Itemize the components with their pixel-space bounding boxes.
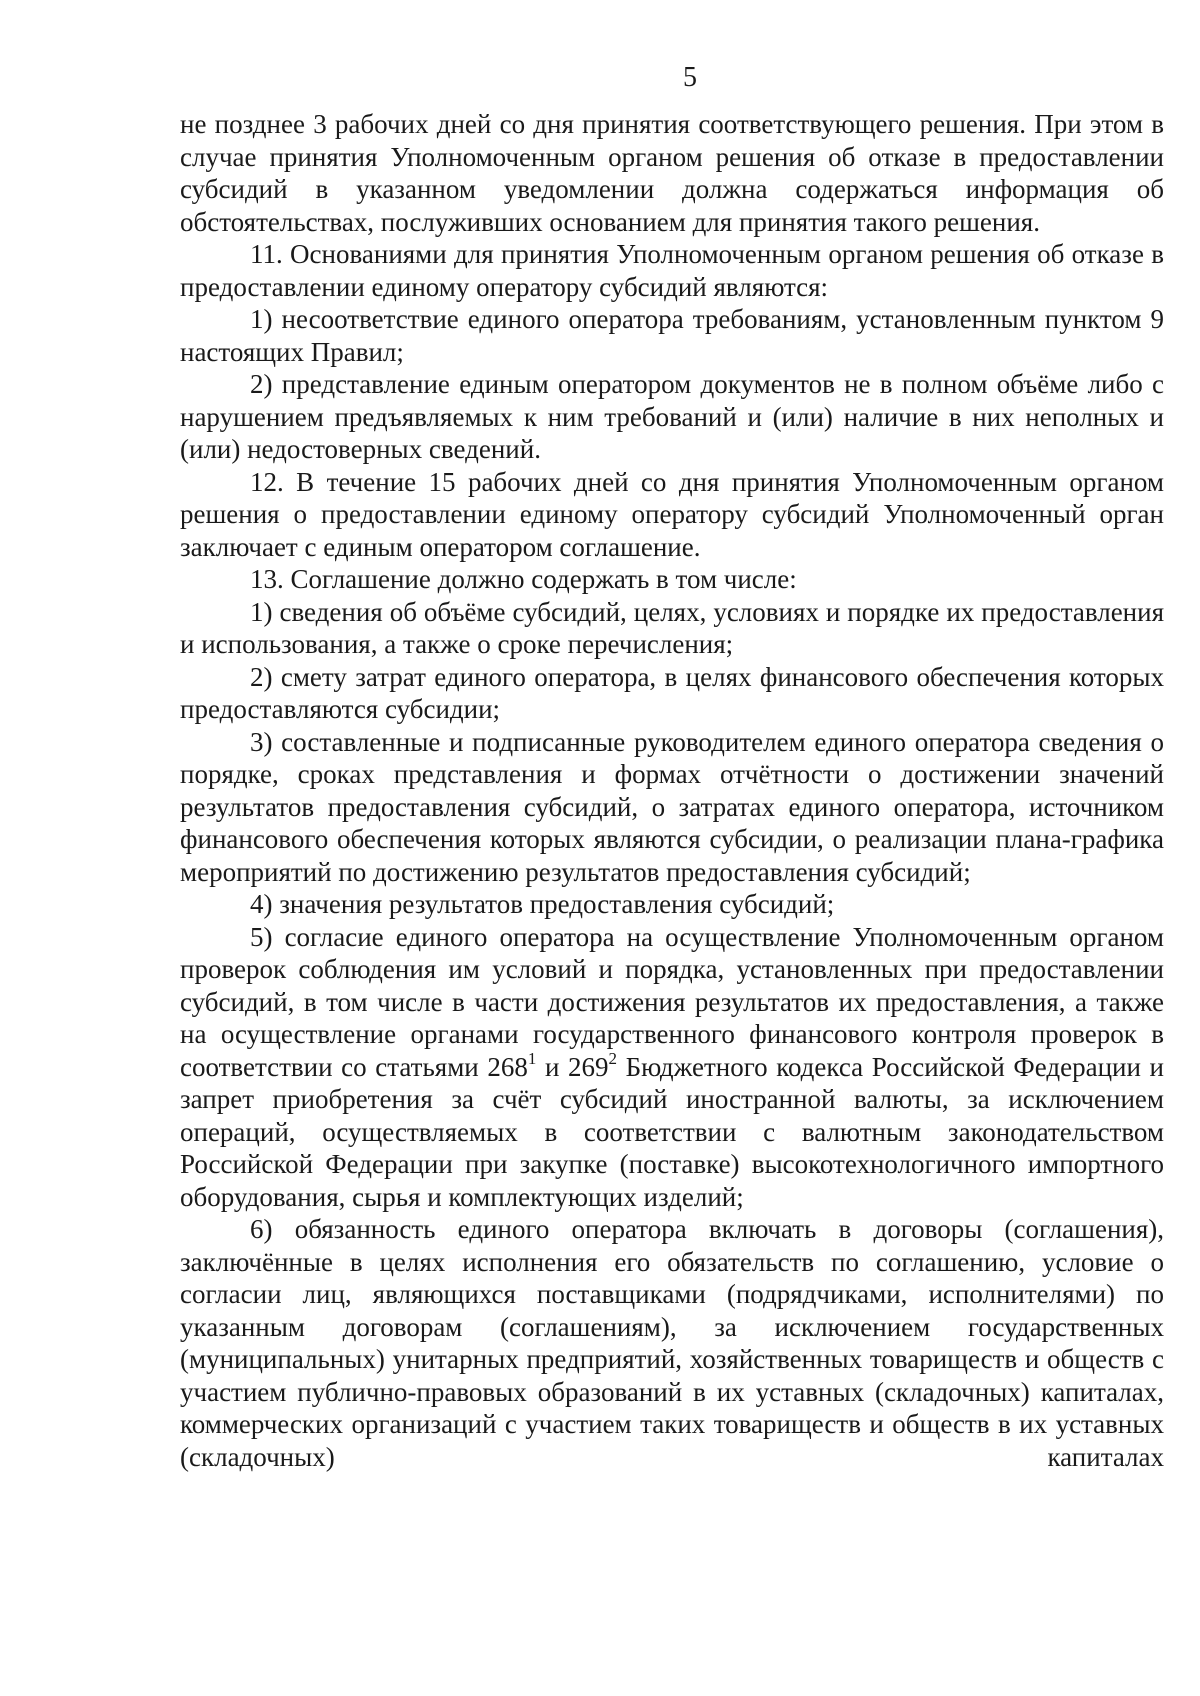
superscript-2: 2: [608, 1048, 618, 1068]
paragraph-12: 6) обязанность единого оператора включать в договоры (соглашения), заключённые в целях исполнения его обязательств по соглашению, условие о согласии лиц, являющихся поставщиками (подрядчиками, исполнителями) по указанным договорам (соглашениям), за исключением государственных (муниципальных) унитарных предприятий, хозяйственных товариществ и обществ с участием публично-правовых образований в их уставных (складочных) капиталах, коммерческих организаций с участием таких товариществ и обществ в их уставных (складочных) капиталах: [180, 1214, 1164, 1472]
paragraph-2: 11. Основаниями для принятия Уполномоченным органом решения об отказе в предоставлении единому оператору субсидий являются:: [180, 239, 1164, 302]
paragraph-7: 1) сведения об объёме субсидий, целях, условиях и порядке их предоставления и использования, а также о сроке перечисления;: [180, 596, 1164, 659]
page-number: 5: [683, 62, 697, 93]
paragraph-11: [180, 921, 1164, 1214]
paragraph-1: не позднее 3 рабочих дней со дня принятия соответствующего решения. При этом в случае принятия Уполномоченным органом решения об отказе в предоставлении субсидий в указанном уведомлении должна содержаться информация об обстоятельствах, послуживших основанием для принятия такого решения.: [180, 109, 1164, 237]
paragraph-3: 1) несоответствие единого оператора требованиям, установленным пунктом 9 настоящих Правил;: [180, 304, 1164, 367]
paragraph-5: 12. В течение 15 рабочих дней со дня принятия Уполномоченным органом решения о предоставлении единому оператору субсидий Уполномоченный орган заключает с единым оператором соглашение.: [180, 466, 1164, 562]
paragraph-11-part-3: Бюджетного кодекса Российской Федерации и запрет приобретения за счёт субсидий иностранной валюты, за исключением операций, осуществляемых в соответствии с валютным законодательством Российской Федерации при закупке (поставке) высокотехнологичного импортного оборудования, сырья и комплектующих изделий;: [180, 1051, 1164, 1212]
paragraph-9: 3) составленные и подписанные руководителем единого оператора сведения о порядке, сроках представления и формах отчётности о достижении значений результатов предоставления субсидий, о затратах единого оператора, источником финансового обеспечения которых являются субсидии, о реализации плана-графика мероприятий по достижению результатов предоставления субсидий;: [180, 726, 1164, 887]
paragraph-11-part-1: 5) согласие единого оператора на осуществление Уполномоченным органом проверок соблюдения им условий и порядка, установленных при предоставлении субсидий, в том числе в части достижения результатов их предоставления, а также на осуществление органами государственного финансового контроля проверок в соответствии со статьями 268: [180, 921, 1164, 1082]
document-body: [180, 108, 1164, 1473]
paragraph-10: 4) значения результатов предоставления субсидий;: [250, 889, 835, 919]
paragraph-8: 2) смету затрат единого оператора, в целях финансового обеспечения которых предоставляются субсидии;: [180, 661, 1164, 724]
paragraph-4: 2) представление единым оператором документов не в полном объёме либо с нарушением предъявляемых к ним требований и (или) наличие в них неполных и (или) недостоверных сведений.: [180, 369, 1164, 464]
superscript-1: 1: [527, 1048, 537, 1068]
paragraph-6: 13. Соглашение должно содержать в том числе:: [250, 564, 797, 594]
paragraph-11-part-2: и 269: [536, 1051, 609, 1082]
